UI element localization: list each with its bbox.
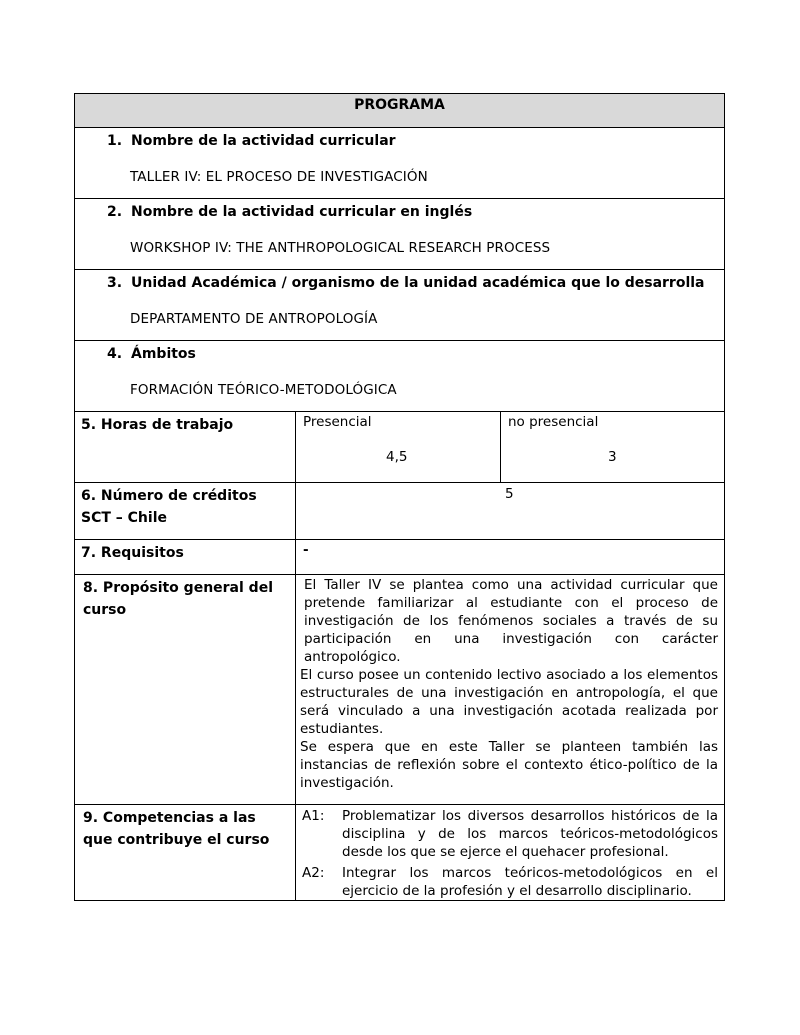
work-hours-row xyxy=(74,412,725,483)
competency-code: A2: xyxy=(302,865,325,881)
section-activity-name-english xyxy=(74,199,725,270)
section-title: Ámbitos xyxy=(131,346,196,362)
no-presencial-cell xyxy=(501,412,724,482)
no-presencial-value: 3 xyxy=(608,449,617,465)
purpose-paragraph-1: El Taller IV se plantea como una actividad curricular que pretende familiarizar al estudiante con el proceso de investigación de los fenómenos sociales a través de su participación en una investigación con carácter antropológico. xyxy=(304,577,718,665)
section-activity-name xyxy=(74,128,725,199)
section-number: 4. xyxy=(107,346,123,362)
requirements-cell xyxy=(296,540,724,574)
no-presencial-label: no presencial xyxy=(508,414,599,430)
section-number: 1. xyxy=(107,133,123,149)
section-value: FORMACIÓN TEÓRICO-METODOLÓGICA xyxy=(130,382,397,398)
purpose-paragraph-3: Se espera que en este Taller se planteen también las instancias de reflexión sobre el contexto ético-político de la investigación. xyxy=(300,739,718,791)
credits-label-line2: SCT – Chile xyxy=(81,510,167,526)
section-value: DEPARTAMENTO DE ANTROPOLOGÍA xyxy=(130,311,378,327)
competency-text: Problematizar los diversos desarrollos históricos de la disciplina y de los marcos teóricos-metodológicos desde los que se ejerce el quehacer profesional. xyxy=(342,808,718,860)
competency-code: A1: xyxy=(302,808,325,824)
section-value: WORKSHOP IV: THE ANTHROPOLOGICAL RESEARCH PROCESS xyxy=(130,240,551,256)
credits-row xyxy=(74,483,725,540)
purpose-cell xyxy=(296,575,724,804)
section-title: Nombre de la actividad curricular xyxy=(131,133,396,149)
competencies-cell xyxy=(296,805,724,900)
requirements-value: - xyxy=(303,542,309,558)
presencial-cell xyxy=(296,412,501,482)
competencies-label: 9. Competencias a las que contribuye el curso xyxy=(75,805,296,900)
credits-value: 5 xyxy=(505,486,514,502)
credits-label-line1: 6. Número de créditos xyxy=(81,488,257,504)
competency-item xyxy=(302,807,718,861)
section-title: Nombre de la actividad curricular en inglés xyxy=(131,204,473,220)
program-title: PROGRAMA xyxy=(354,97,445,113)
section-number: 2. xyxy=(107,204,123,220)
purpose-paragraph-2: El curso posee un contenido lectivo asociado a los elementos estructurales de una investigación en antropología, el que será vinculado a una investigación acotada realizada por estudiantes. xyxy=(300,667,718,737)
competency-item xyxy=(302,864,718,900)
competency-text: Integrar los marcos teóricos-metodológicos en el ejercicio de la profesión y el desarrollo disciplinario. xyxy=(342,865,718,899)
purpose-row xyxy=(74,575,725,805)
section-value: TALLER IV: EL PROCESO DE INVESTIGACIÓN xyxy=(130,169,428,185)
presencial-value: 4,5 xyxy=(386,449,408,465)
purpose-label: 8. Propósito general del curso xyxy=(75,575,296,804)
section-number: 3. xyxy=(107,275,123,291)
section-academic-unit xyxy=(74,270,725,341)
presencial-label: Presencial xyxy=(303,414,372,430)
requirements-label: 7. Requisitos xyxy=(75,540,296,574)
work-hours-label: 5. Horas de trabajo xyxy=(75,412,296,482)
credits-cell xyxy=(296,483,724,539)
program-header xyxy=(74,93,725,128)
section-scope xyxy=(74,341,725,412)
section-title: Unidad Académica / organismo de la unidad académica que lo desarrolla xyxy=(131,275,705,291)
requirements-row xyxy=(74,540,725,575)
competencies-row xyxy=(74,805,725,901)
credits-label xyxy=(75,483,296,539)
program-document xyxy=(74,93,725,901)
